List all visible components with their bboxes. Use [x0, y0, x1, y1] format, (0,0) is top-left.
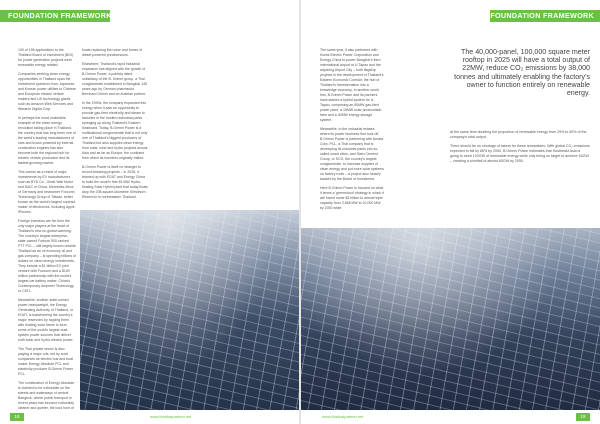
body-paragraph: The Thai private sector is also playing a major role, led by such companies as electric bus and boat maker Energy Absolute PCL and electricity producer B.Grimm Power PCL. [18, 347, 74, 376]
body-paragraph: In the 1990s, the company expanded into energy when it saw an opportunity to provide gas-fired electricity and steam to factories in the modern industrial parks springing up along Thailand's Eastern Seaboard. Today, B.Grimm Power is a multinational conglomerate that is not only one of Thailand's biggest producers of Thailand but also supplies clean energy from solar, wind and hydro projects across Asia and as far as Europe, the continent from which its founders originally hailed. [82, 101, 148, 160]
right-page [300, 0, 600, 424]
sky-reflection [300, 228, 600, 410]
left-footer [0, 410, 300, 424]
body-paragraph: Meanwhile, in the industrial estates where its power business first took off, B.Grimm Power is partnering with Amata Corp. PCL, a Thai company that is developing its industrial parks into so-called smart cities, and Siam Cement Group, or SCG, the country's largest conglomerate, to increase supplies of clean energy and put more solar systems on factory roofs – a project also heavily backed by the Board of Investment. [320, 127, 385, 181]
body-paragraph: There should be no shortage of takers for these renewables. With global CO₂ emissions expected to fall by 85% by 2050, B.Grimm Power estimates that Southeast Asia is going to need 100GW of renewable energy while only being on target to achieve 54GW – creating a shortfall of almost 60GW by 2050. [450, 144, 590, 163]
body-paragraph: The same year, it also partnered with Korea Electric Power Corporation and Energy China to power Bangkok's third international airport at U-Tapao and the adjoining Airport City – both flagship projects in the development of Thailand's Eastern Economic Corridor, the hub of Thailand's transformation into a knowledge economy. In another world first, B.Grimm Power and its partners have started a hybrid system for U-Tapao, comprising an 80MW gas-fired power plant, a 15MW solar photovoltaic farm and a 30MW energy storage system. [320, 48, 384, 122]
right-page-column-1 [320, 48, 384, 226]
left-page-column-1 [18, 48, 76, 408]
body-paragraph: This comes as a result of major investments by EV manufacturers such as BYD Co., Great Wall Motor and SAIC of China, Mercedes-Benz of Germany and newcomer Foxconn Technology Group of Taiwan, better known as the world's largest contract maker of electronics, including Apple iPhones. [18, 170, 76, 214]
body-paragraph: Here B.Grimm Power is focused on what it terms a 'greenshoot' strategy in which it will invest some $3 billion to almost triple capacity from 3,668 MW to 10,000 MW by 2030 while [320, 186, 384, 210]
body-paragraph: boats replacing the noise and fumes of diesel-powered predecessors. [82, 48, 143, 57]
left-page-column-2 [82, 48, 148, 208]
body-paragraph: The combination of Energy Absolute is claimed to be noticeable on the streets and waterways of central Bangkok, where public transport in recent years has become noticeably cleaner and quieter, the loud hum of [18, 381, 75, 410]
section-banner-right: FOUNDATION FRAMEWORK [490, 10, 600, 22]
footer-url-right[interactable]: www.thisthaipartner.net [322, 414, 364, 419]
body-paragraph: Foreign investors are far from the only major players at the heart of Thailand's new un-global warming. The country's largest enterprise, state-owned Fortune 500-ranked PTT PCL – still largely known outside Thailand as an oil economy oil and gas company – is spending billions of dollars on clean energy investments. They include a $1 billion EV joint venture with Foxconn and a $100 million partnership with the world's largest car battery maker, China's Contemporary Amperex Technology, or CATL. [18, 219, 76, 293]
right-footer [300, 410, 600, 424]
body-paragraph: B.Grimm Power is itself no stranger to record-breaking projects – in 2025, it teamed up with EGAT and Energy China to build the world's first 45-MW Hydro-floating Solar Hybrid plant that today floats atop the 208-square-kilometre Sirindhorn Reservoir in northeastern Thailand. [82, 165, 148, 199]
page-number-left: 18 [10, 413, 24, 421]
body-paragraph: Meanwhile, another state-owned power heavyweight, the Energy Generating Authority of Thailand, or EGAT, is transforming the country's major reservoirs by topping them with floating solar farms to form some of the world's largest dual-system power sources that deliver both solar and hydro-electric power. [18, 298, 74, 342]
body-paragraph: Elsewhere, Thailand's rapid industrial expansion has aligned with the growth of B.Grimm Power, a publicly listed subsidiary of the B. Grimm group, a Thai conglomerate established in Bangkok 145 years ago by German pharmacist Bernhard Grimm and an Austrian partner. [82, 62, 147, 96]
body-paragraph: In perhaps the most noticeable example of the clean energy revolution taking place in Thailand, the country that has long been one of the world's leading manufacturers of cars and trucks powered by internal combustion engines has also become both the regional hub for electric vehicle production and its fastest growing market. [18, 116, 76, 165]
pull-quote: The 40,000-panel, 100,000 square meter rooftop in 2025 will have a total output of 22MW, reduce CO₂ emissions by 38,000 tonnes and ultimately enabling the factory's owner to function entirely on renewable energy. [454, 48, 590, 98]
page-number-right: 19 [576, 413, 590, 421]
right-page-column-2 [450, 130, 590, 226]
solar-panel-photo-left [80, 210, 300, 410]
body-paragraph: 100 of 195 applications to the Thailand Board of Investment (BOI) for power generation projects were renewable energy related. [18, 48, 74, 67]
body-paragraph: at the same time doubling the proportion of renewable energy from 29% to 50% of the company's total output. [450, 130, 587, 139]
page-spine [299, 0, 301, 424]
section-banner-left: FOUNDATION FRAMEWORK [0, 10, 110, 22]
solar-panel-photo-right [300, 228, 600, 410]
sky-reflection [80, 210, 300, 410]
body-paragraph: Companies seeking clean energy opportunities in Thailand span the investment spectrum from Japanese and Korean power utilities to Chinese and European electric vehicle makers and US technology giants such as Amazon Web Services and Western Digital Corp. [18, 72, 76, 111]
footer-url-left[interactable]: www.thisthaipartner.net [150, 414, 192, 419]
